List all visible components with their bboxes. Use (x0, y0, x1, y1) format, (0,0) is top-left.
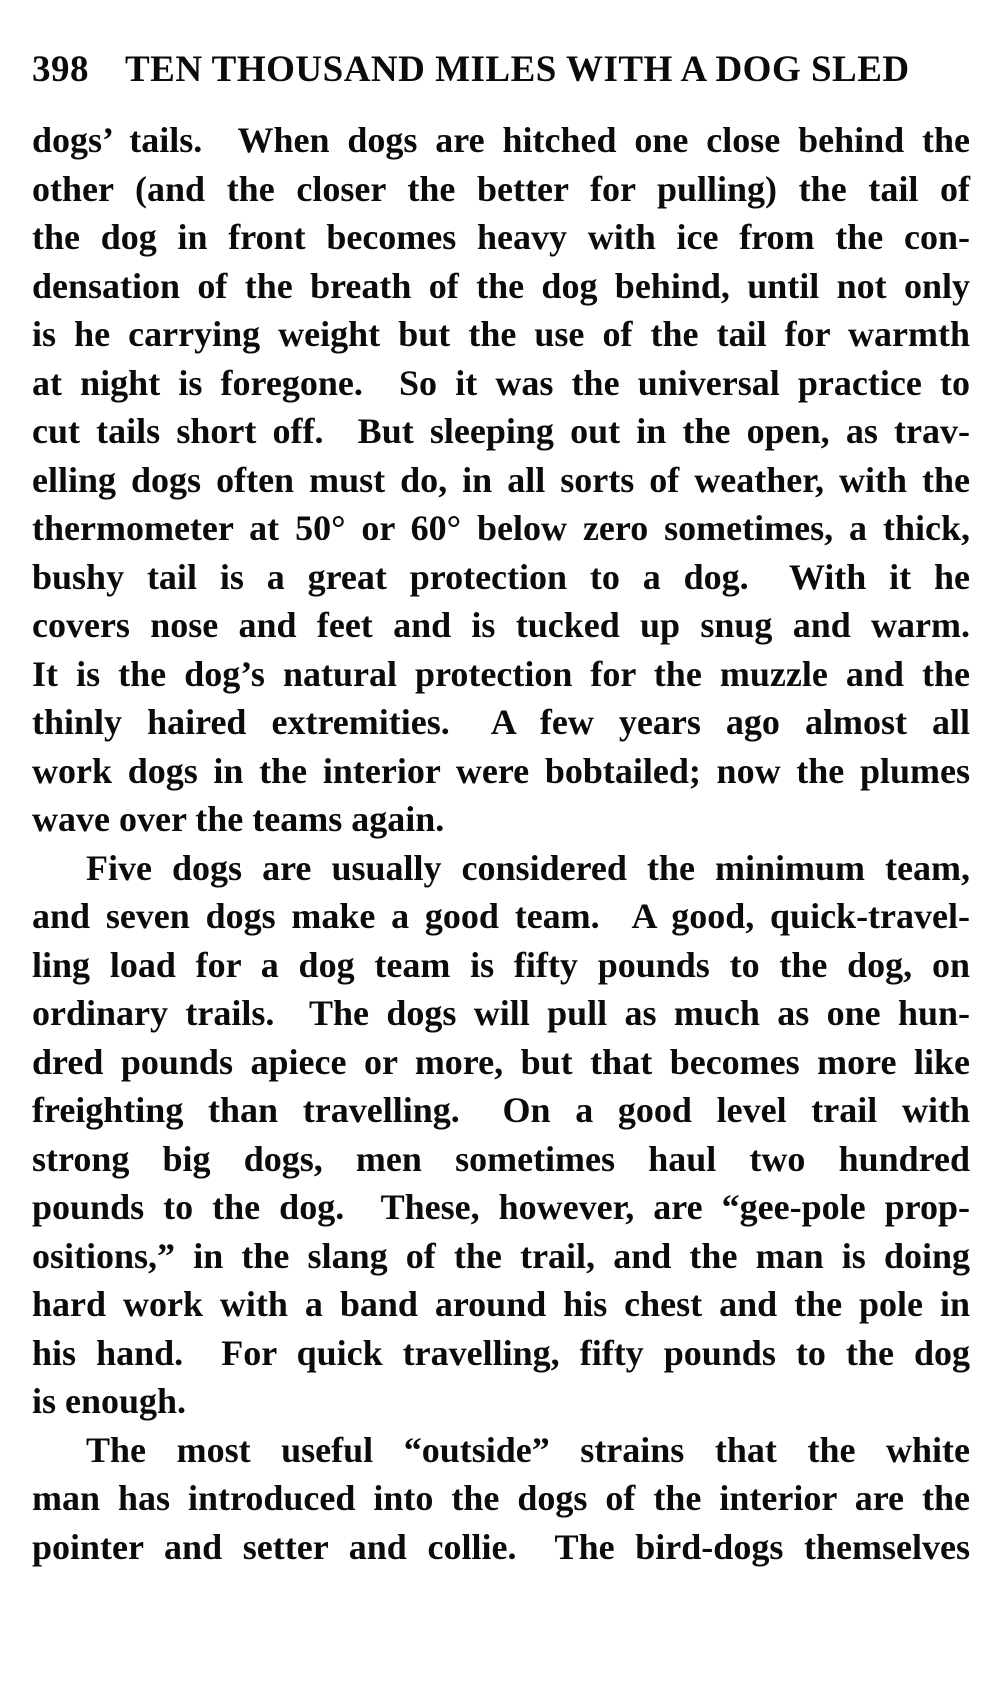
text-line: and seven dogs make a good team. A good, quick-travel- (32, 896, 970, 936)
text-line: his hand. For quick travelling, fifty pounds to the dog (32, 1332, 970, 1373)
text-line: work dogs in the interior were bobtailed; now the plumes (32, 750, 970, 791)
paragraph (32, 1426, 970, 1572)
text-line: ositions,” in the slang of the trail, and the man is doing (32, 1235, 970, 1276)
text-line: It is the dog’s natural protection for the muzzle and the (32, 653, 970, 694)
text-line: thinly haired extremities. A few years ago almost all (32, 702, 970, 742)
running-title: TEN THOUSAND MILES WITH A DOG SLED (125, 49, 910, 90)
text-line: is he carrying weight but the use of the tail for warmth (32, 314, 970, 354)
text-line: ling load for a dog team is fifty pounds to the dog, on (32, 944, 970, 985)
text-line: strong big dogs, men sometimes haul two hundred (32, 1138, 970, 1179)
text-line: dogs’ tails. When dogs are hitched one close behind the (32, 120, 970, 160)
text-line: pointer and setter and collie. The bird-dogs themselves (32, 1526, 970, 1567)
paragraph (32, 116, 970, 844)
text-line: bushy tail is a great protection to a dog. With it he (32, 556, 970, 597)
text-line: other (and the closer the better for pulling) the tail of (32, 168, 970, 209)
paragraph (32, 844, 970, 1426)
text-line: wave over the teams again. (32, 799, 445, 839)
text-line: thermometer at 50° or 60° below zero sometimes, a thick, (32, 508, 970, 548)
text-line: cut tails short off. But sleeping out in the open, as trav- (32, 411, 970, 451)
text-line: freighting than travelling. On a good level trail with (32, 1090, 970, 1130)
page-header (32, 48, 970, 92)
text-line: The most useful “outside” strains that the white (86, 1429, 970, 1470)
text-line: elling dogs often must do, in all sorts of weather, with the (32, 459, 970, 500)
text-line: densation of the breath of the dog behind, until not only (32, 265, 970, 306)
text-line: is enough. (32, 1381, 187, 1421)
text-line: pounds to the dog. These, however, are “gee-pole prop- (32, 1187, 970, 1227)
text-line: dred pounds apiece or more, but that becomes more like (32, 1041, 970, 1082)
text-line: ordinary trails. The dogs will pull as much as one hun- (32, 993, 970, 1033)
text-line: the dog in front becomes heavy with ice from the con- (32, 217, 970, 257)
text-line: hard work with a band around his chest and the pole in (32, 1284, 970, 1324)
text-line: at night is foregone. So it was the universal practice to (32, 362, 970, 403)
text-line: Five dogs are usually considered the minimum team, (86, 847, 970, 888)
text-line: man has introduced into the dogs of the interior are the (32, 1478, 970, 1518)
body-text (32, 116, 970, 1571)
page-number: 398 (32, 49, 89, 90)
text-line: covers nose and feet and is tucked up snug and warm. (32, 605, 970, 645)
